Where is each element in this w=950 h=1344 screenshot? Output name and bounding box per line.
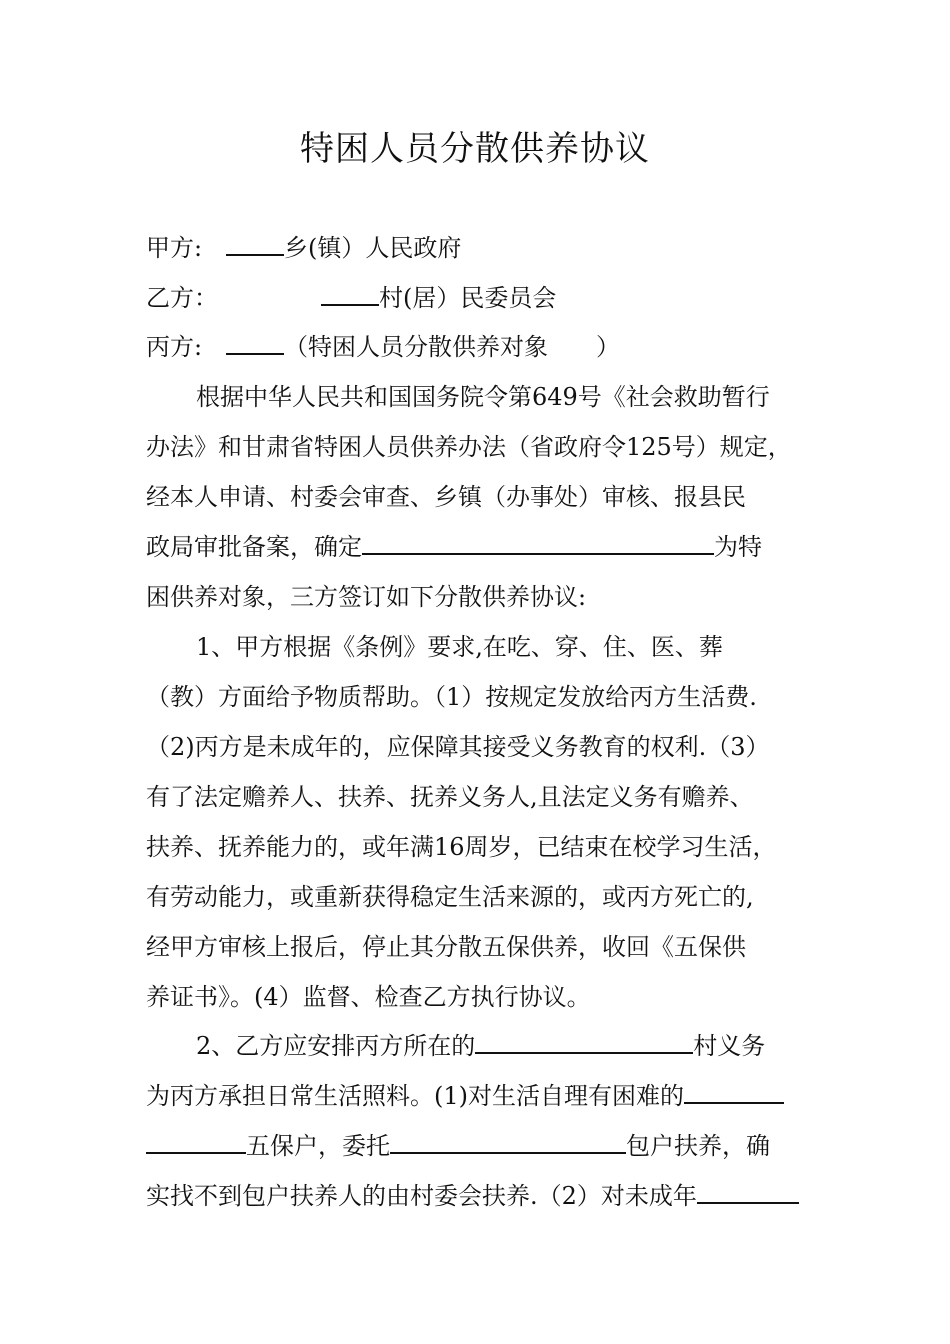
party-c-label: 丙方: <box>146 333 203 361</box>
clause2-line-1 <box>196 1028 886 1064</box>
document-title: 特困人员分散供养协议 <box>300 129 650 169</box>
clause2-line-3-start: 五保户，委托 <box>246 1132 390 1160</box>
clause2-line-2 <box>146 1078 836 1114</box>
intro-line-2: 办法》和甘肃省特困人员供养办法（省政府令125号）规定， <box>146 433 792 461</box>
intro-line-5: 困供养对象，三方签订如下分散供养协议: <box>146 583 587 611</box>
clause2-line-4-text: 实找不到包户扶养人的由村委会扶养.（2）对未成年 <box>146 1182 697 1210</box>
clause1-line-3: （2)丙方是未成年的，应保障其接受义务教育的权利.（3） <box>146 733 770 761</box>
intro-line-4-end: 为特 <box>714 533 762 561</box>
party-b-label: 乙方： <box>146 284 218 312</box>
clause1-line-4: 有了法定赡养人、扶养、抚养义务人,且法定义务有赡养、 <box>146 783 754 811</box>
minor-blank <box>697 1180 799 1204</box>
party-c-close: ） <box>596 333 620 361</box>
intro-line-4-start: 政局审批备案，确定 <box>146 533 362 561</box>
party-a-line <box>146 230 836 266</box>
village-blank <box>475 1030 693 1054</box>
intro-line-1: 根据中华人民共和国国务院令第649号《社会救助暂行 <box>196 383 770 411</box>
designation-blank <box>362 531 714 555</box>
party-c-blank <box>226 331 284 355</box>
party-a-label: 甲方: <box>146 234 203 262</box>
party-b-text: 村(居）民委员会 <box>379 284 557 312</box>
self-care-blank-1 <box>684 1080 784 1104</box>
clause1-line-2: （教）方面给予物质帮助。（1）按规定发放给丙方生活费. <box>146 683 757 711</box>
party-c-text: （特困人员分散供养对象 <box>284 333 548 361</box>
party-a-text: 乡(镇）人民政府 <box>284 234 462 262</box>
clause1-line-7: 经甲方审核上报后，停止其分散五保供养，收回《五保供 <box>146 933 746 961</box>
clause2-line-3-end: 包户扶养，确 <box>626 1132 770 1160</box>
party-b-blank <box>321 282 379 306</box>
clause2-line-4 <box>146 1178 836 1214</box>
clause1-line-8: 养证书》。(4）监督、检查乙方执行协议。 <box>146 983 591 1011</box>
clause2-line-1-start: 2、乙方应安排丙方所在的 <box>196 1032 476 1060</box>
clause2-line-2-text: 为丙方承担日常生活照料。(1)对生活自理有困难的 <box>146 1082 684 1110</box>
party-a-blank <box>226 232 284 256</box>
clause1-line-6: 有劳动能力，或重新获得稳定生活来源的，或丙方死亡的, <box>146 883 754 911</box>
party-c-line <box>146 329 836 365</box>
party-b-line <box>146 280 836 316</box>
intro-line-3: 经本人申请、村委会审查、乡镇（办事处）审核、报县民 <box>146 483 746 511</box>
self-care-blank-2 <box>146 1130 246 1154</box>
entrust-blank <box>390 1130 626 1154</box>
clause1-line-5: 扶养、抚养能力的，或年满16周岁，已结束在校学习生活， <box>146 833 777 861</box>
clause2-line-1-end: 村义务 <box>693 1032 766 1060</box>
intro-line-4 <box>146 529 836 565</box>
clause2-line-3 <box>146 1128 836 1164</box>
clause1-line-1: 1、甲方根据《条例》要求,在吃、穿、住、医、葬 <box>196 633 723 661</box>
